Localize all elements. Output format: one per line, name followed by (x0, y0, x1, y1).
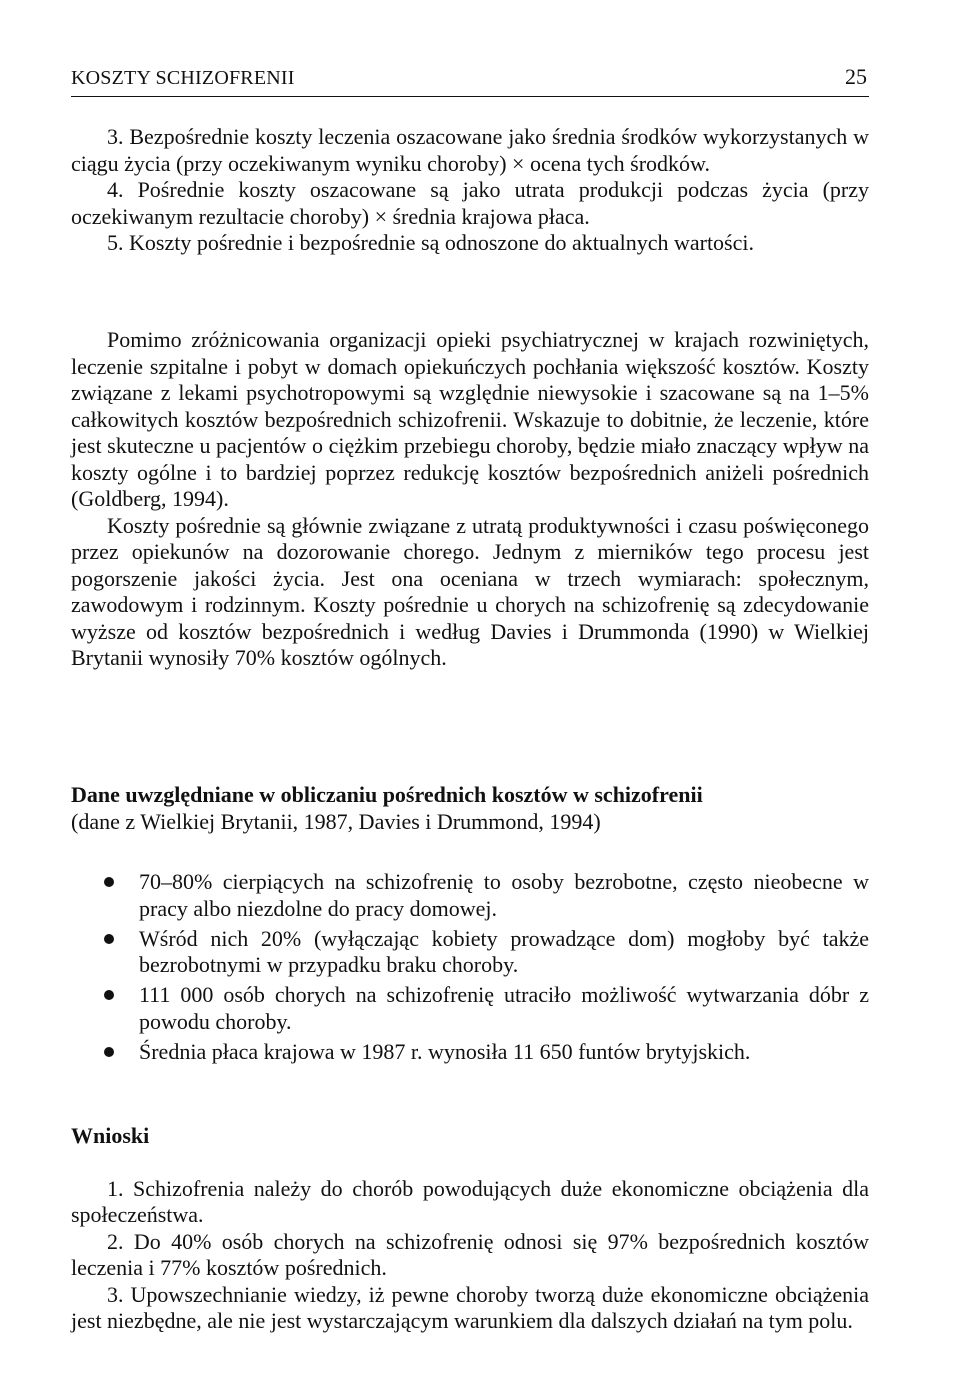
list-item: 2. Do 40% osób chorych na schizofrenię odnosi się 97% bezpośrednich kosztów leczenia i 77% kosztów pośrednich. (71, 1228, 869, 1280)
book-page (71, 0, 869, 1381)
conclusions-section (71, 1123, 869, 1335)
bullet-text: Wśród nich 20% (wyłączając kobiety prowadzące dom) mogłoby być także bezrobotnymi w przypadku braku choroby. (139, 925, 869, 977)
bullet-icon (104, 1047, 114, 1057)
body-paragraph: Koszty pośrednie są głównie związane z utratą produktywności i czasu poświęconego przez opiekunów na dozorowanie chorego. Jednym z mierników tego procesu jest pogorszenie jakości życia. Jest ona oceniana w trzech wymiarach: społecznym, zawodowym i rodzinnym. Koszty pośrednie u chorych na schizofrenię są zdecydowanie wyższe od kosztów bezpośrednich i według Davies i Drummonda (1990) w Wielkiej Brytanii wynosiły 70% kosztów ogólnych. (71, 512, 869, 670)
body-paragraph: Pomimo zróżnicowania organizacji opieki psychiatrycznej w krajach rozwiniętych, leczenie szpitalne i pobyt w domach opiekuńczych pochłania większość kosztów. Koszty związane z lekami psychotropowymi są względnie niewysokie i szacowane są na 1–5% całkowitych kosztów bezpośrednich schizofrenii. Wskazuje to dobitnie, że leczenie, które jest skuteczne u pacjentów o ciężkim przebiegu choroby, będzie miało znaczący wpływ na koszty ogólne i to bardziej poprzez redukcję kosztów bezpośrednich aniżeli pośrednich (Goldberg, 1994). (71, 327, 869, 511)
list-item: 4. Pośrednie koszty oszacowane są jako utrata produkcji podczas życia (przy oczekiwanym rezultacie choroby) × średnia krajowa płaca. (71, 177, 869, 229)
running-head (71, 62, 869, 97)
list-item: 5. Koszty pośrednie i bezpośrednie są odnoszone do aktualnych wartości. (107, 230, 754, 255)
section-heading: Wnioski (71, 1123, 150, 1148)
list-item (71, 926, 869, 979)
bullet-icon (104, 990, 114, 1000)
page-number: 25 (845, 64, 867, 89)
bullet-text: 111 000 osób chorych na schizofrenię utraciło możliwość wytwarzania dóbr z powodu choroby. (139, 982, 869, 1034)
data-bullet-list (71, 869, 869, 1065)
conclusions-list (71, 1176, 869, 1335)
bullet-text: Średnia płaca krajowa w 1987 r. wynosiła 11 650 funtów brytyjskich. (139, 1038, 751, 1064)
body-text (71, 327, 869, 672)
section-heading: Dane uwzględniane w obliczaniu pośrednich kosztów w schizofrenii (71, 782, 703, 807)
bullet-icon (104, 934, 114, 944)
running-title: KOSZTY SCHIZOFRENII (71, 67, 295, 89)
bullet-icon (104, 877, 114, 887)
list-item (71, 869, 869, 922)
bullet-text: 70–80% cierpiących na schizofrenię to osoby bezrobotne, często nieobecne w pracy albo niezdolne do pracy domowej. (139, 869, 869, 921)
list-item: 3. Upowszechnianie wiedzy, iż pewne choroby tworzą duże ekonomiczne obciążenia jest niezbędne, ale nie jest wystarczającym warunkiem dla dalszych działań na tym polu. (71, 1281, 869, 1333)
cost-method-list (71, 124, 869, 257)
data-section (71, 782, 869, 1069)
section-subheading: (dane z Wielkiej Brytanii, 1987, Davies i Drummond, 1994) (71, 808, 601, 834)
list-item: 1. Schizofrenia należy do chorób powodujących duże ekonomiczne obciążenia dla społeczeństwa. (71, 1175, 869, 1227)
list-item: 3. Bezpośrednie koszty leczenia oszacowane jako średnia środków wykorzystanych w ciągu życia (przy oczekiwanym wyniku choroby) × ocena tych środków. (71, 124, 869, 176)
list-item (71, 982, 869, 1035)
list-item (71, 1039, 869, 1066)
